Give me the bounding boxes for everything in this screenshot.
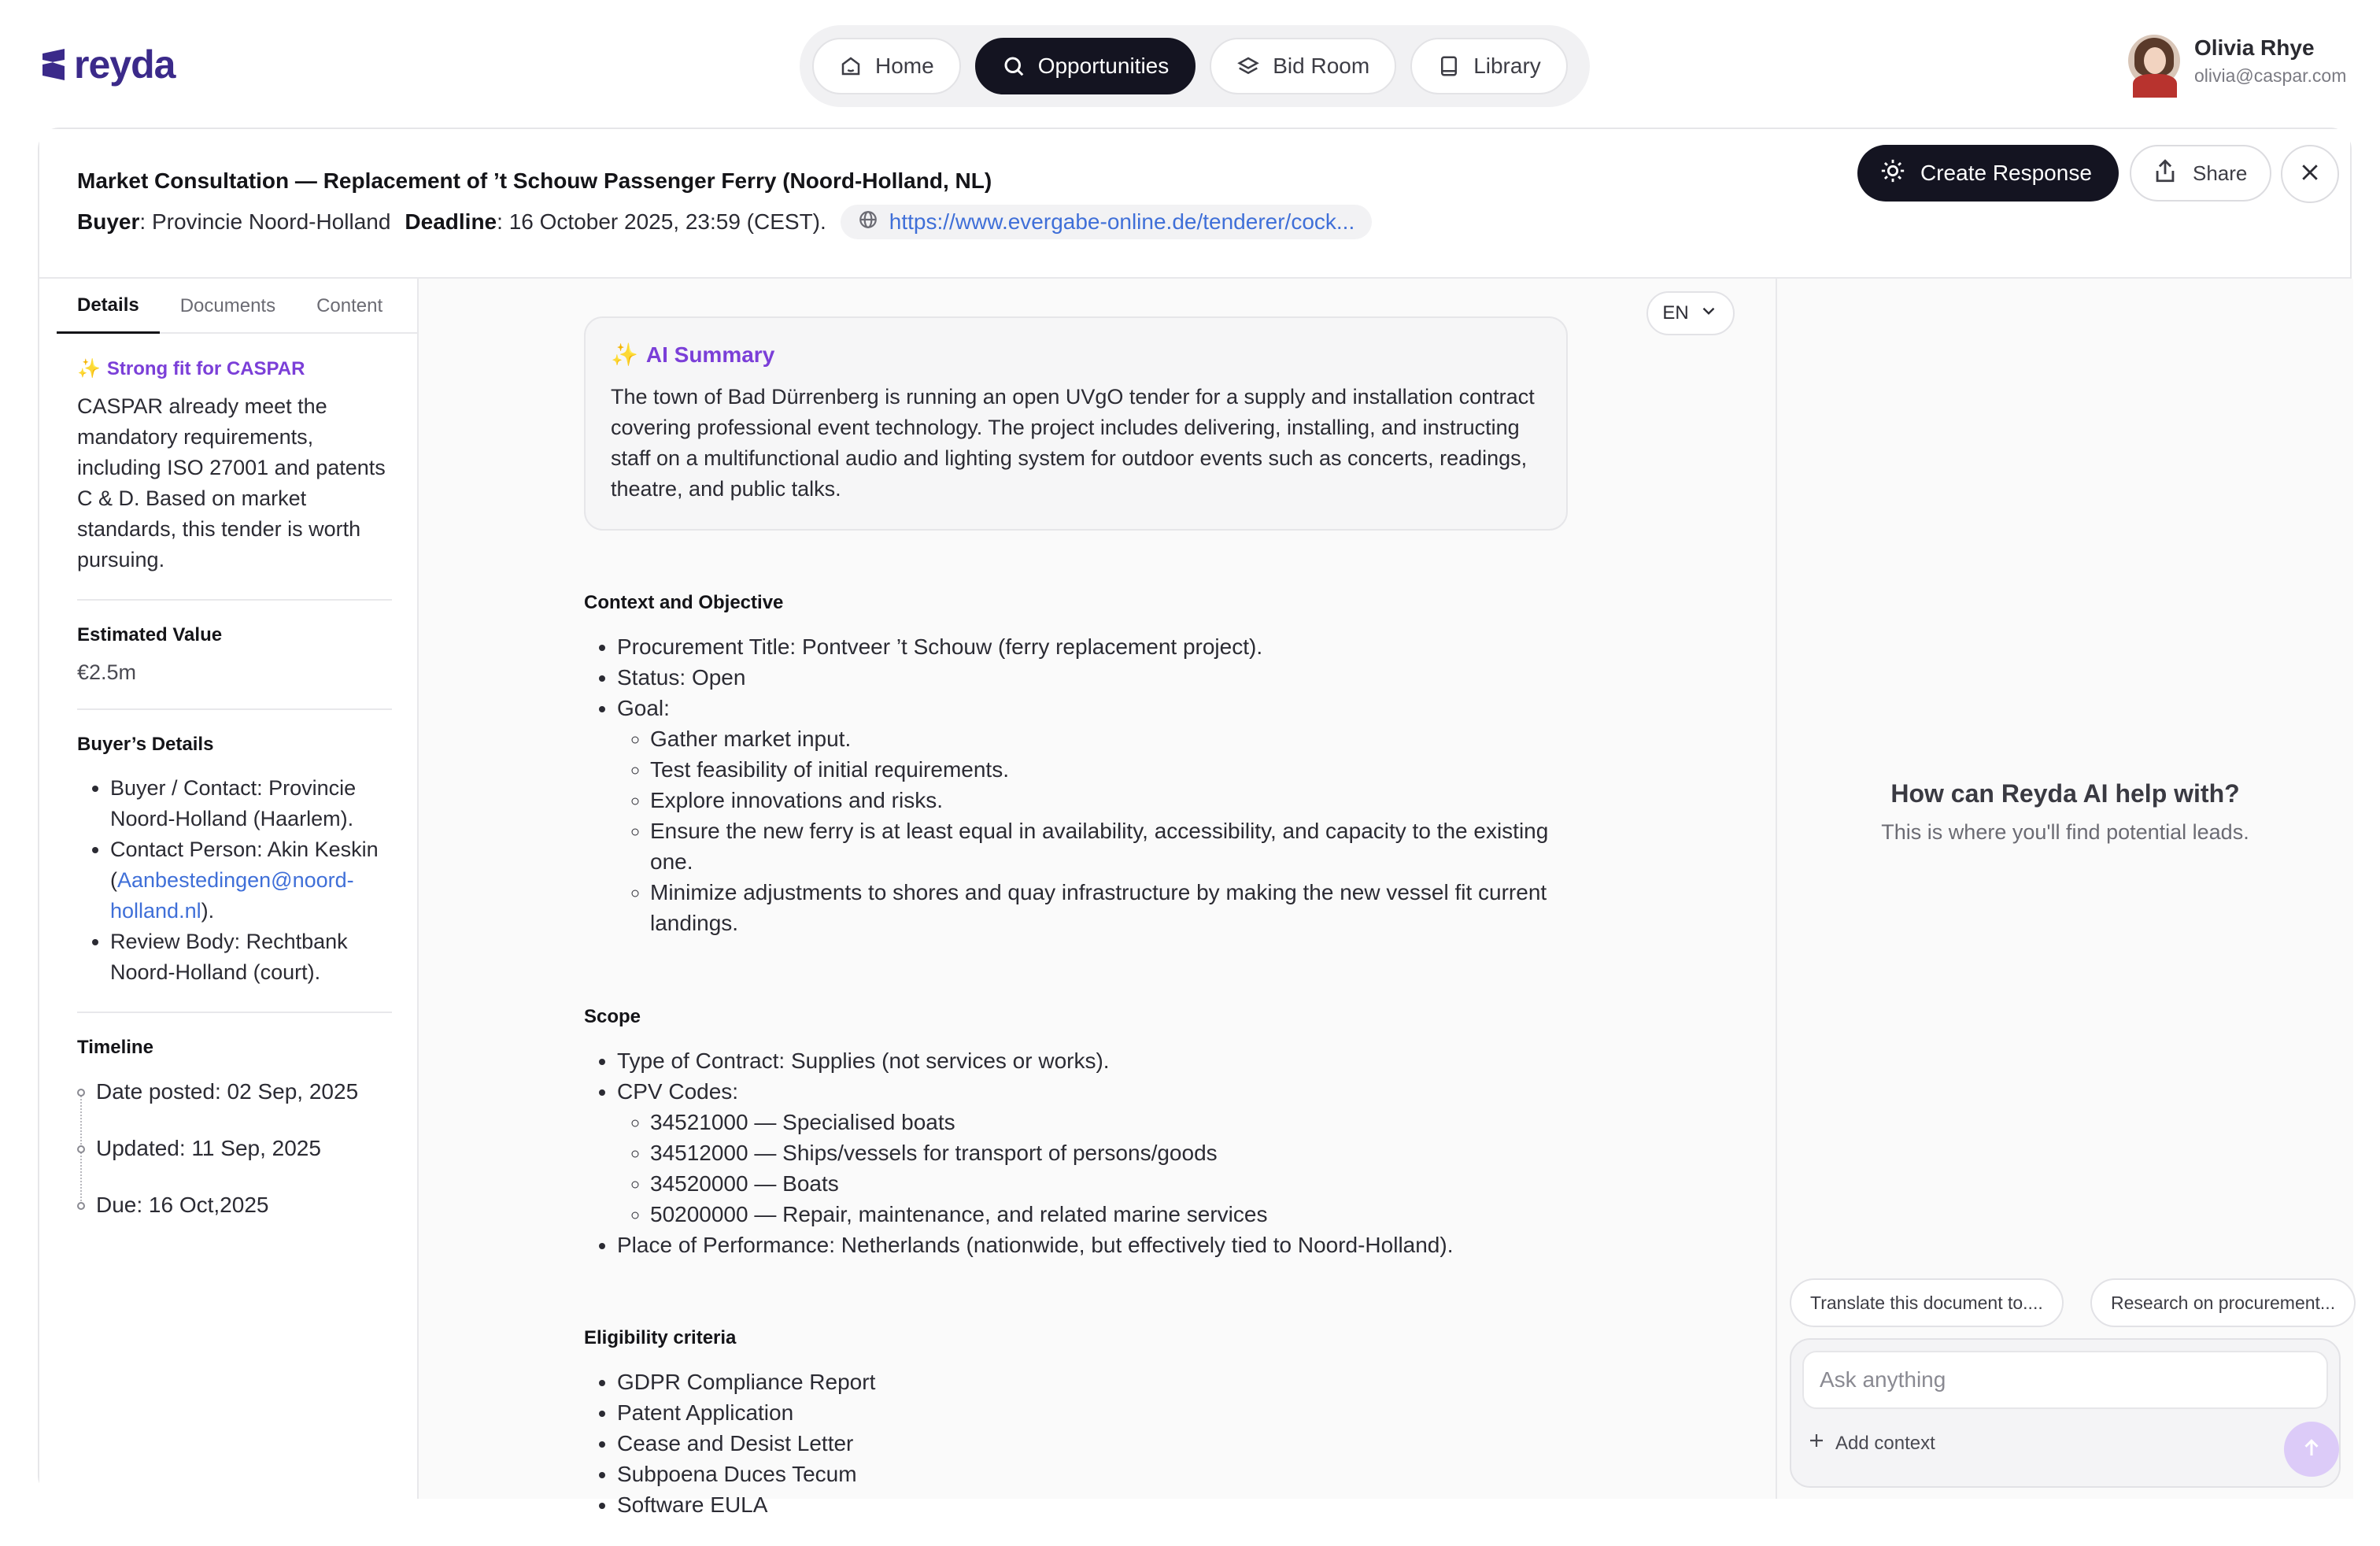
- chevron-down-icon: [1698, 301, 1719, 327]
- assistant-subtitle: This is where you'll find potential leads.: [1881, 820, 2249, 844]
- list-item: • Procurement Title: Pontveer ’t Schouw (ferry replacement project).: [617, 631, 1576, 662]
- list-item: ◦ Test feasibility of initial requirements.: [650, 754, 1576, 785]
- sidebar-tabs: [57, 279, 419, 334]
- list-item: • Buyer / Contact: Provincie Noord-Holland (Haarlem).: [110, 773, 392, 834]
- timeline-dot-icon: [77, 1089, 85, 1097]
- user-menu[interactable]: [2128, 35, 2346, 87]
- timeline-label: Timeline: [77, 1037, 153, 1058]
- fit-label: Strong fit for CASPAR: [106, 357, 305, 379]
- layers-icon: [1236, 54, 1260, 78]
- main-nav: [800, 25, 1590, 107]
- tab-content[interactable]: Content: [316, 295, 383, 316]
- ask-input[interactable]: [1802, 1351, 2328, 1409]
- nav-library-label: Library: [1473, 54, 1541, 78]
- section-heading: Scope: [584, 1006, 641, 1027]
- list-item: • Type of Contract: Supplies (not services or works).: [617, 1045, 1576, 1076]
- section-heading: Context and Objective: [584, 592, 784, 613]
- source-url-link[interactable]: [841, 205, 1372, 239]
- nav-library[interactable]: [1410, 38, 1568, 94]
- logo-mark-icon: [42, 49, 65, 80]
- buyer-label: Buyer: [77, 209, 140, 234]
- share-label: Share: [2193, 161, 2248, 185]
- list-item: ◦ Ensure the new ferry is at least equal in availability, accessibility, and capacity to the existing one.: [650, 816, 1576, 877]
- assistant-title: How can Reyda AI help with?: [1890, 779, 2240, 808]
- estimated-value-label: Estimated Value: [77, 624, 223, 645]
- goal-list: [617, 723, 1576, 938]
- timeline: [77, 1076, 392, 1246]
- close-icon: [2298, 161, 2322, 188]
- context-section: [584, 592, 1576, 938]
- source-url-text: https://www.evergabe-online.de/tenderer/cock...: [889, 209, 1355, 234]
- list-item: • Place of Performance: Netherlands (nationwide, but effectively tied to Noord-Holland).: [617, 1230, 1576, 1260]
- divider: [77, 1012, 392, 1013]
- context-list: [584, 631, 1576, 938]
- ai-summary-text: The town of Bad Dürrenberg is running an open UVgO tender for a supply and installation contract covering professional event technology. The project includes delivering, installing, and instructing staff on a multifunctional audio and lighting system for outdoor events such as concerts, readings, theatre, and public talks.: [611, 385, 1535, 501]
- cpv-list: [617, 1107, 1576, 1230]
- nav-home-label: Home: [875, 54, 934, 78]
- close-button[interactable]: [2281, 145, 2339, 203]
- details-sidebar: [39, 279, 419, 1499]
- list-item: [617, 693, 1576, 938]
- list-item: ◦ 34512000 — Ships/vessels for transport of persons/goods: [650, 1137, 1576, 1168]
- list-item: ◦ Explore innovations and risks.: [650, 785, 1576, 816]
- timeline-text: Updated: 11 Sep, 2025: [96, 1136, 321, 1160]
- plus-icon: [1807, 1431, 1826, 1455]
- tender-title: Market Consultation — Replacement of ’t Schouw Passenger Ferry (Noord-Holland, NL): [77, 168, 992, 193]
- share-button[interactable]: [2130, 145, 2271, 202]
- scope-list: [584, 1045, 1576, 1260]
- section-heading: Eligibility criteria: [584, 1327, 737, 1348]
- list-item: • Review Body: Rechtbank Noord-Holland (court).: [110, 926, 392, 988]
- timeline-dot-icon: [77, 1145, 85, 1153]
- eligibility-section: [584, 1327, 1576, 1520]
- list-item: • Cease and Desist Letter: [617, 1428, 1576, 1459]
- nav-opportunities[interactable]: [975, 38, 1196, 94]
- estimated-value: €2.5m: [77, 660, 137, 684]
- eligibility-list: [584, 1367, 1576, 1520]
- nav-bid-room[interactable]: [1210, 38, 1396, 94]
- timeline-item: [77, 1076, 392, 1133]
- contact-email-link[interactable]: Aanbestedingen@noord-holland.nl: [110, 868, 354, 923]
- book-icon: [1437, 54, 1461, 78]
- create-response-button[interactable]: [1857, 145, 2119, 202]
- list-item: [110, 834, 392, 926]
- divider: [77, 599, 392, 601]
- list-item: • Subpoena Duces Tecum: [617, 1459, 1576, 1489]
- divider: [77, 708, 392, 710]
- sparkle-icon: ✨: [77, 358, 101, 379]
- ai-summary-card: [584, 316, 1568, 531]
- avatar: [2128, 35, 2180, 87]
- list-item: • GDPR Compliance Report: [617, 1367, 1576, 1397]
- user-name: Olivia Rhye: [2194, 35, 2315, 60]
- list-item: ◦ 50200000 — Repair, maintenance, and related marine services: [650, 1199, 1576, 1230]
- sun-icon: [1879, 157, 1906, 190]
- tab-details[interactable]: Details: [57, 279, 160, 334]
- nav-bid-room-label: Bid Room: [1273, 54, 1370, 78]
- language-value: EN: [1662, 302, 1689, 324]
- globe-icon: [858, 209, 878, 235]
- buyer-details-label: Buyer’s Details: [77, 734, 214, 755]
- ai-summary-heading: AI Summary: [645, 342, 775, 367]
- contact-prefix: Contact Person: Akin Keskin (: [110, 838, 379, 892]
- details-panel: [77, 357, 392, 1246]
- nav-home[interactable]: [812, 38, 961, 94]
- document-content: [419, 279, 1776, 1517]
- ai-summary-title: [611, 342, 1541, 368]
- list-item: ◦ 34520000 — Boats: [650, 1168, 1576, 1199]
- suggestion-chip-translate[interactable]: Translate this document to....: [1790, 1278, 2064, 1327]
- tender-header: [39, 129, 2350, 279]
- contact-suffix: ).: [201, 899, 215, 923]
- list-item: ◦ 34521000 — Specialised boats: [650, 1107, 1576, 1137]
- list-item: • Software EULA: [617, 1489, 1576, 1520]
- deadline-value: 16 October 2025, 23:59 (CEST).: [508, 209, 826, 234]
- chat-composer: [1790, 1338, 2341, 1488]
- timeline-dot-icon: [77, 1202, 85, 1210]
- search-icon: [1002, 54, 1026, 78]
- timeline-text: Due: 16 Oct,2025: [96, 1193, 269, 1217]
- language-select[interactable]: [1646, 291, 1735, 335]
- add-context-button[interactable]: [1807, 1431, 1935, 1455]
- buyer-value: Provincie Noord-Holland: [151, 209, 391, 234]
- arrow-up-icon: [2300, 1436, 2323, 1463]
- nav-opportunities-label: Opportunities: [1037, 54, 1170, 78]
- scope-section: [584, 1006, 1576, 1260]
- goal-label: Goal:: [617, 696, 670, 720]
- tab-documents[interactable]: Documents: [179, 295, 276, 316]
- list-item: • Patent Application: [617, 1397, 1576, 1428]
- suggestion-chip-research[interactable]: Research on procurement...: [2090, 1278, 2356, 1327]
- cpv-label: CPV Codes:: [617, 1079, 739, 1104]
- sparkle-icon: ✨: [611, 342, 638, 367]
- user-email: olivia@caspar.com: [2194, 65, 2347, 86]
- timeline-text: Date posted: 02 Sep, 2025: [96, 1079, 359, 1104]
- fit-text: CASPAR already meet the mandatory requirements, including ISO 27001 and patents C & D. Based on market standards, this tender is worth pursuing.: [77, 394, 386, 571]
- add-context-label: Add context: [1835, 1432, 1935, 1454]
- deadline-label: Deadline: [405, 209, 497, 234]
- timeline-item: [77, 1189, 392, 1246]
- create-response-label: Create Response: [1920, 161, 2092, 185]
- timeline-item: [77, 1133, 392, 1189]
- share-icon: [2152, 157, 2179, 190]
- list-item: ◦ Gather market input.: [650, 723, 1576, 754]
- send-button[interactable]: [2284, 1422, 2339, 1477]
- home-icon: [839, 54, 863, 78]
- app-logo[interactable]: [42, 41, 175, 88]
- fit-badge: [77, 357, 392, 380]
- buyer-details-list: [77, 773, 392, 988]
- list-item: [617, 1076, 1576, 1230]
- list-item: ◦ Minimize adjustments to shores and quay infrastructure by making the new vessel fit current landings.: [650, 877, 1576, 938]
- tender-card: [38, 128, 2352, 1517]
- logo-text: reyda: [74, 43, 176, 87]
- list-item: • Status: Open: [617, 662, 1576, 693]
- ai-assistant-panel: [1776, 279, 2353, 1499]
- tender-meta: Buyer: Provincie Noord-Holland Deadline: 16 October 2025, 23:59 (CEST). https://www.evergabe-online.de/tenderer/cock...: [77, 205, 1372, 239]
